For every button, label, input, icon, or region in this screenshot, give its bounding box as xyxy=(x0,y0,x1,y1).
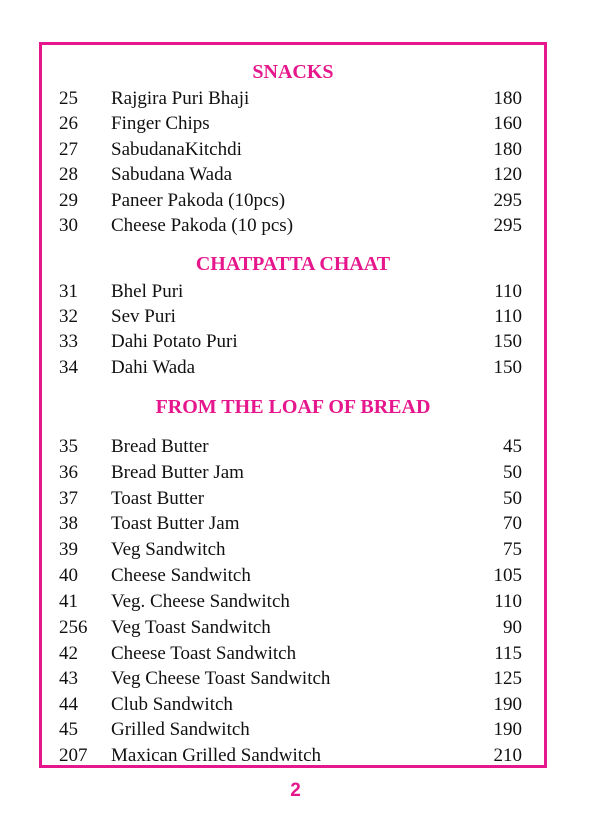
item-number: 28 xyxy=(59,164,78,185)
menu-item xyxy=(0,111,591,136)
item-price: 295 xyxy=(493,190,522,211)
menu-item xyxy=(0,434,591,459)
item-price: 90 xyxy=(503,617,522,638)
item-number: 43 xyxy=(59,668,78,689)
menu-item xyxy=(0,188,591,213)
item-price: 110 xyxy=(494,591,522,612)
menu-item xyxy=(0,162,591,187)
menu-item xyxy=(0,537,591,562)
item-price: 45 xyxy=(503,436,522,457)
item-price: 295 xyxy=(493,215,522,236)
item-price: 150 xyxy=(493,357,522,378)
item-price: 110 xyxy=(494,281,522,302)
item-number: 256 xyxy=(59,617,88,638)
item-name: Dahi Potato Puri xyxy=(111,331,238,352)
item-name: Finger Chips xyxy=(111,113,210,134)
item-number: 38 xyxy=(59,513,78,534)
item-name: Grilled Sandwitch xyxy=(111,719,250,740)
item-price: 75 xyxy=(503,539,522,560)
menu-item xyxy=(0,666,591,691)
item-number: 41 xyxy=(59,591,78,612)
menu-item xyxy=(0,355,591,380)
item-name: Veg Sandwitch xyxy=(111,539,226,560)
item-price: 115 xyxy=(494,643,522,664)
item-name: Paneer Pakoda (10pcs) xyxy=(111,190,286,211)
item-number: 36 xyxy=(59,462,78,483)
menu-item xyxy=(0,641,591,666)
item-name: Cheese Sandwitch xyxy=(111,565,251,586)
item-number: 25 xyxy=(59,88,78,109)
menu-item xyxy=(0,137,591,162)
menu-item xyxy=(0,304,591,329)
item-price: 190 xyxy=(493,719,522,740)
item-number: 33 xyxy=(59,331,78,352)
item-name: Dahi Wada xyxy=(111,357,196,378)
item-number: 32 xyxy=(59,306,78,327)
menu-item xyxy=(0,743,591,768)
section-title-snacks: SNACKS xyxy=(252,61,334,83)
item-number: 207 xyxy=(59,745,88,766)
item-number: 31 xyxy=(59,281,78,302)
menu-item xyxy=(0,460,591,485)
item-price: 180 xyxy=(493,139,522,160)
item-name: SabudanaKitchdi xyxy=(111,139,242,160)
item-price: 105 xyxy=(493,565,522,586)
item-name: Rajgira Puri Bhaji xyxy=(111,88,250,109)
item-name: Veg. Cheese Sandwitch xyxy=(111,591,290,612)
item-price: 150 xyxy=(493,331,522,352)
item-name: Maxican Grilled Sandwitch xyxy=(111,745,322,766)
item-name: Club Sandwitch xyxy=(111,694,233,715)
item-number: 37 xyxy=(59,488,78,509)
item-name: Veg Cheese Toast Sandwitch xyxy=(111,668,331,689)
menu-item xyxy=(0,692,591,717)
item-price: 210 xyxy=(493,745,522,766)
item-price: 120 xyxy=(493,164,522,185)
item-number: 30 xyxy=(59,215,78,236)
item-name: Sabudana Wada xyxy=(111,164,233,185)
item-name: Toast Butter xyxy=(111,488,205,509)
item-name: Toast Butter Jam xyxy=(111,513,240,534)
menu-item xyxy=(0,486,591,511)
item-price: 50 xyxy=(503,462,522,483)
item-number: 44 xyxy=(59,694,78,715)
item-price: 180 xyxy=(493,88,522,109)
item-number: 27 xyxy=(59,139,78,160)
item-number: 35 xyxy=(59,436,78,457)
item-name: Cheese Pakoda (10 pcs) xyxy=(111,215,294,236)
item-name: Cheese Toast Sandwitch xyxy=(111,643,297,664)
item-number: 39 xyxy=(59,539,78,560)
item-price: 70 xyxy=(503,513,522,534)
item-name: Bread Butter xyxy=(111,436,209,457)
item-number: 34 xyxy=(59,357,78,378)
item-number: 29 xyxy=(59,190,78,211)
menu-item xyxy=(0,511,591,536)
item-price: 110 xyxy=(494,306,522,327)
section-title-from-the-loaf-of-bread: FROM THE LOAF OF BREAD xyxy=(155,396,431,418)
item-name: Bread Butter Jam xyxy=(111,462,244,483)
item-number: 26 xyxy=(59,113,78,134)
item-number: 42 xyxy=(59,643,78,664)
item-price: 50 xyxy=(503,488,522,509)
section-title-chatpatta-chaat: CHATPATTA CHAAT xyxy=(195,253,391,275)
menu-item xyxy=(0,563,591,588)
item-name: Bhel Puri xyxy=(111,281,184,302)
menu-item xyxy=(0,213,591,238)
page-number: 2 xyxy=(290,780,301,801)
menu-item xyxy=(0,717,591,742)
menu-item xyxy=(0,279,591,304)
item-number: 45 xyxy=(59,719,78,740)
item-name: Veg Toast Sandwitch xyxy=(111,617,271,638)
item-price: 190 xyxy=(493,694,522,715)
item-name: Sev Puri xyxy=(111,306,176,327)
item-price: 160 xyxy=(493,113,522,134)
item-price: 125 xyxy=(493,668,522,689)
menu-item xyxy=(0,589,591,614)
menu-item xyxy=(0,329,591,354)
menu-item xyxy=(0,615,591,640)
menu-item xyxy=(0,86,591,111)
item-number: 40 xyxy=(59,565,78,586)
